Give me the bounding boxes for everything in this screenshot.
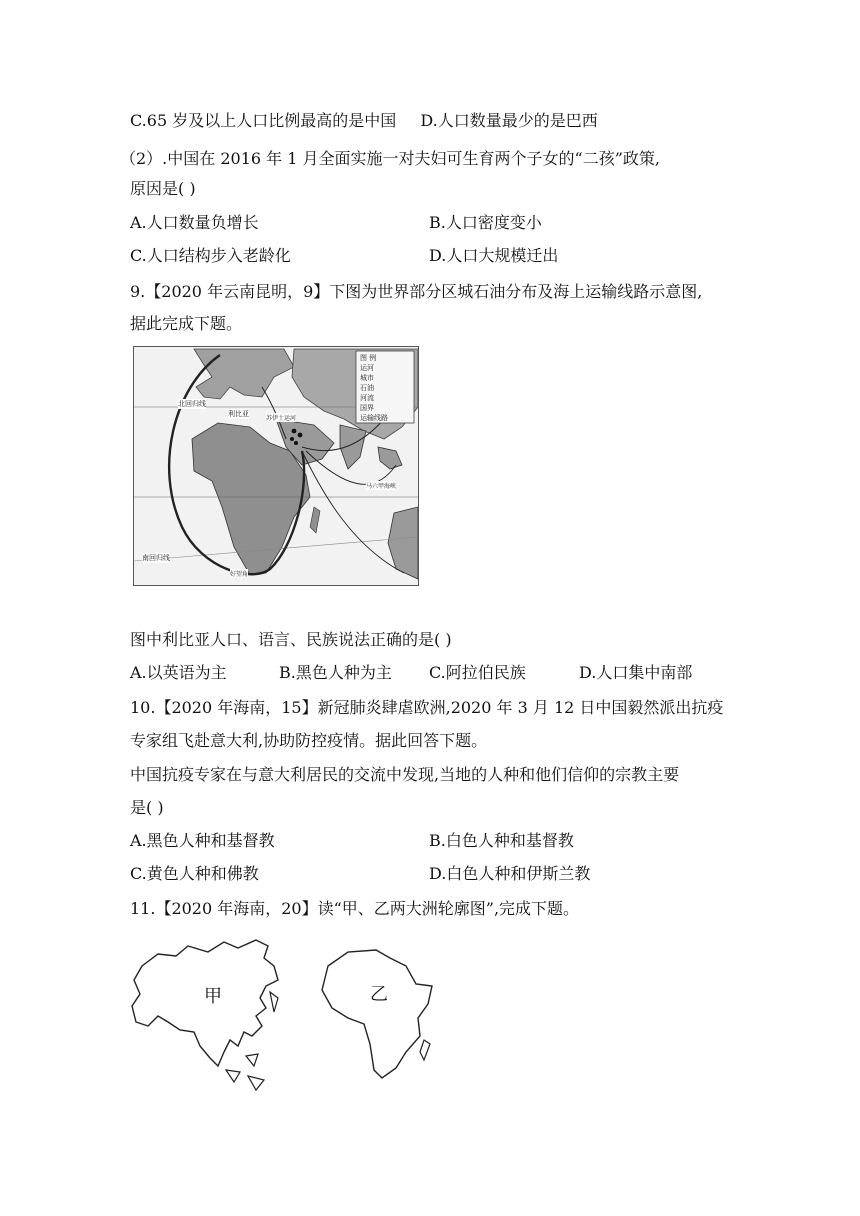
- map-legend-item-river: 河流: [360, 394, 374, 402]
- label-yi: 乙: [370, 984, 388, 1005]
- map-legend-item-canal: 运河: [360, 364, 374, 372]
- q10-option-b: B.白色人种和基督教: [429, 831, 574, 850]
- q10-line3: 中国抗疫专家在与意大利居民的交流中发现,当地的人种和他们信仰的宗教主要: [130, 765, 680, 784]
- q9-line2: 据此完成下题。: [130, 314, 243, 333]
- africa-outline-graphic: [318, 944, 442, 1080]
- q8-sub2-option-c: C.人口结构步入老龄化: [130, 246, 291, 265]
- q10-line2: 专家组飞赴意大利,协助防控疫情。据此回答下题。: [130, 731, 488, 750]
- q9-option-b: B.黑色人种为主: [279, 663, 392, 682]
- q9-option-c: C.阿拉伯民族: [429, 663, 526, 682]
- q10-line1: 10.【2020 年海南，15】新冠肺炎肆虐欧洲,2020 年 3 月 12 日中国毅然派出抗疫: [130, 698, 724, 717]
- q11-line1: 11.【2020 年海南，20】读“甲、乙两大洲轮廓图”,完成下题。: [130, 899, 580, 918]
- map-legend-item-oil: 石油: [360, 384, 374, 392]
- q10-line4: 是( ): [130, 798, 164, 817]
- map-legend-item-route: 运输线路: [360, 414, 388, 422]
- q8-sub2-option-a: A.人口数量负增长: [130, 213, 259, 232]
- map-legend-item-city: 城市: [360, 374, 374, 382]
- map-label-malacca: 马六甲海峡: [366, 483, 397, 490]
- label-jia: 甲: [204, 986, 222, 1007]
- q8-options-cd-line: [130, 110, 598, 132]
- q8-sub2-option-b: B.人口密度变小: [429, 213, 542, 232]
- map-legend-item-border: 国界: [360, 404, 374, 412]
- oil-transport-map: [133, 346, 419, 586]
- q8-sub2-option-d: D.人口大规模迁出: [429, 246, 559, 265]
- continent-jia-outline: [128, 936, 286, 1096]
- map-legend: [360, 353, 414, 423]
- q9-question: 图中利比亚人口、语言、民族说法正确的是( ): [130, 630, 452, 649]
- q9-option-a: A.以英语为主: [130, 663, 227, 682]
- q9-option-d: D.人口集中南部: [579, 663, 693, 682]
- map-label-suez: 苏伊士运河: [266, 415, 297, 422]
- map-label-tropic-north: 北回归线: [178, 400, 206, 408]
- q10-option-c: C.黄色人种和佛教: [130, 864, 259, 883]
- q8-option-d: D.人口数量最少的是巴西: [420, 111, 598, 130]
- map-label-tropic-south: 南回归线: [142, 554, 170, 562]
- q8-sub2-line2: 原因是( ): [130, 179, 196, 198]
- q10-option-d: D.白色人种和伊斯兰教: [429, 864, 591, 883]
- map-legend-title: 图 例: [360, 354, 377, 362]
- q8-sub2-line1: （2）.中国在 2016 年 1 月全面实施一对夫妇可生育两个子女的“二孩”政策,: [120, 149, 660, 168]
- q10-option-a: A.黑色人种和基督教: [130, 831, 275, 850]
- q8-option-c: C.65 岁及以上人口比例最高的是中国: [130, 111, 397, 130]
- map-label-libya: 利比亚: [228, 410, 249, 418]
- asia-outline-graphic: [128, 936, 286, 1096]
- q9-line1: 9.【2020 年云南昆明，9】下图为世界部分区城石油分布及海上运输线路示意图,: [130, 282, 703, 301]
- continent-yi-outline: [318, 944, 442, 1080]
- map-label-cape: 好望角: [230, 571, 249, 578]
